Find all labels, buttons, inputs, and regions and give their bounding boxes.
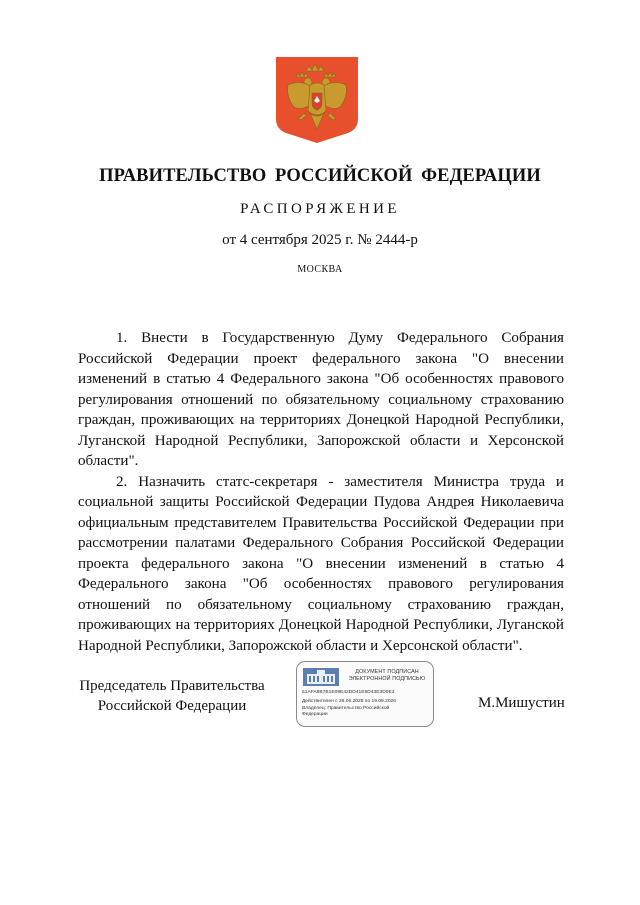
document-city: МОСКВА [297, 264, 343, 275]
signatory-position [72, 677, 272, 716]
signatory-position-line-1: Председатель Правительства [79, 678, 265, 694]
stamp-title-line-2: ЭЛЕКТРОННОЙ ПОДПИСЬЮ [348, 675, 426, 682]
stamp-title [341, 669, 433, 682]
electronic-signature-stamp [296, 661, 434, 727]
coat-of-arms-russia-icon [276, 57, 358, 143]
signatory-position-line-2: Российской Федерации [97, 697, 247, 714]
stamp-owner-line-1: Владелец: Правительство Российской [302, 706, 390, 711]
stamp-title-line-1: ДОКУМЕНТ ПОДПИСАН [355, 669, 419, 675]
paragraph-2: 2. Назначить статс-секретаря - заместителя Министра труда и социальной защиты Российской Федерации Пудова Андрея Николаевича официальным представителем Правительства Российской Федерации при рассмотрении палатами Федерального Собрания Российской Федерации проекта федерального закона "О внесении изменений в статью 4 Федерального закона "Об особенностях правового регулирования отношений по обязательному социальному страхованию граждан, проживающих на территориях Донецкой Народной Республики, Луганской Народной Республики, Запорожской области и Херсонской области". [78, 473, 564, 654]
stamp-owner-line-2: Федерации [302, 712, 328, 717]
document-date-number: от 4 сентября 2025 г. № 2444-р [222, 232, 418, 248]
signatory-name: М.Мишустин [478, 695, 565, 711]
organization-title: ПРАВИТЕЛЬСТВО РОССИЙСКОЙ ФЕДЕРАЦИИ [99, 166, 541, 186]
paragraph-1: 1. Внести в Государственную Думу Федерального Собрания Российской Федерации проект федерального закона "О внесении изменений в статью 4 Федерального закона "Об особенностях правового регулирования отношений по обязательному социальному страхованию граждан, проживающих на территориях Донецкой Народной Республики, Луганской Народной Республики, Запорожской области и Херсонской области". [78, 330, 564, 469]
government-building-icon [303, 668, 339, 686]
stamp-certificate: 51AFA8B7B1E08E42DD41E5D43E3D0E3 [302, 690, 395, 695]
document-body [78, 328, 564, 656]
stamp-validity: Действителен с 26.06.2025 по 19.09.2026 [302, 699, 396, 704]
document-type: РАСПОРЯЖЕНИЕ [240, 201, 400, 217]
